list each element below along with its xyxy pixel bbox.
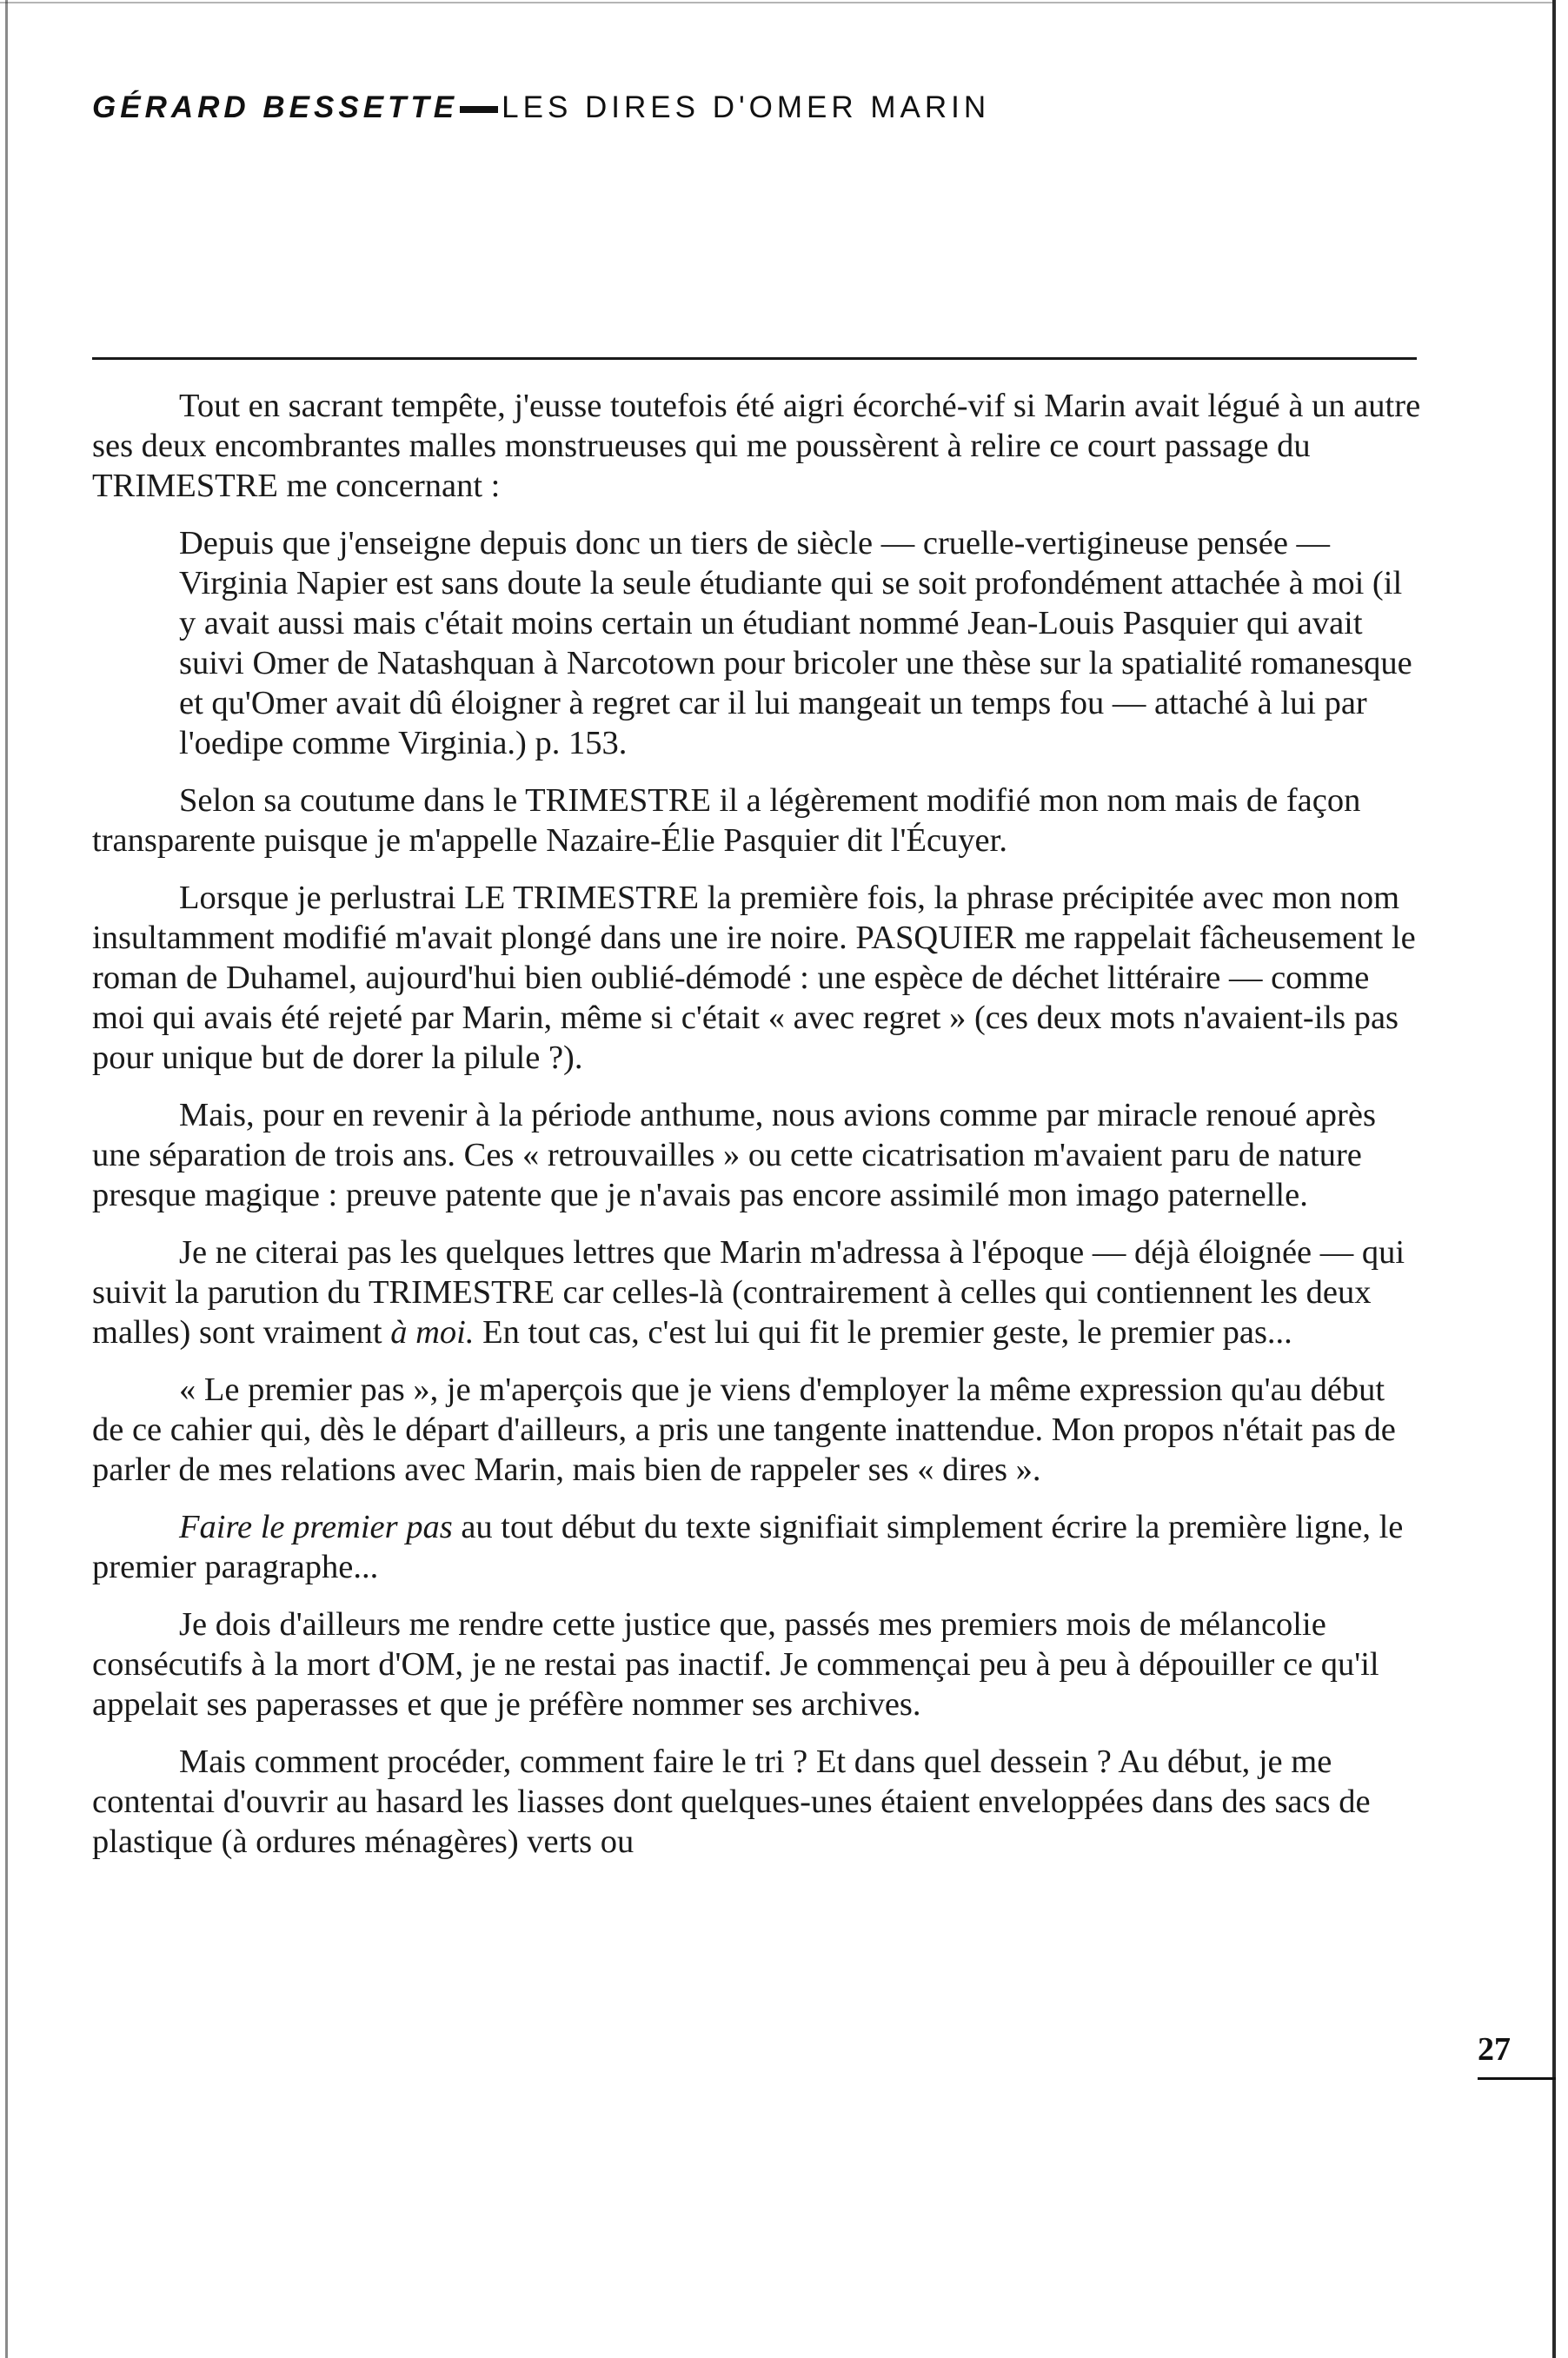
page-left-edge	[5, 0, 8, 2358]
paragraph	[92, 386, 1422, 506]
paragraph	[92, 1095, 1422, 1215]
paragraph	[92, 1507, 1422, 1587]
running-header	[92, 90, 1309, 125]
text-run: Selon sa coutume dans le TRIMESTRE il a légèrement modifié mon nom mais de façon transparente puisque je m'appelle Nazaire-Élie Pasquier dit l'Écuyer.	[92, 782, 1361, 859]
paragraph	[92, 1742, 1422, 1862]
page-right-edge	[1552, 0, 1556, 2358]
paragraph	[92, 1604, 1422, 1724]
text-run: Tout en sacrant tempête, j'eusse toutefois été aigri écorché-vif si Marin avait légué à un autre ses deux encombrantes malles monstrueuses qui me poussèrent à relire ce court passage du TRIMESTRE me concernant :	[92, 388, 1421, 504]
paragraph	[92, 1232, 1422, 1352]
header-rule	[92, 357, 1417, 360]
page-top-edge	[0, 2, 1556, 3]
block-quote	[179, 523, 1422, 763]
italic-text: Faire le premier pas	[179, 1509, 453, 1545]
paragraph	[92, 780, 1422, 860]
italic-text: à moi.	[390, 1314, 475, 1351]
page-number-rule	[1478, 2077, 1556, 2080]
text-run: En tout cas, c'est lui qui fit le premier geste, le premier pas...	[474, 1314, 1292, 1351]
text-run: Mais, pour en revenir à la période anthume, nous avions comme par miracle renoué après une séparation de trois ans. Ces « retrouvailles » ou cette cicatrisation m'avaient paru de nature presque magique : preuve patente que je n'avais pas encore assimilé mon imago paternelle.	[92, 1097, 1376, 1213]
text-run: Lorsque je perlustrai LE TRIMESTRE la première fois, la phrase précipitée avec mon nom insultamment modifié m'avait plongé dans une ire noire. PASQUIER me rappelait fâcheusement le roman de Duhamel, aujourd'hui bien oublié-démodé : une espèce de déchet littéraire — comme moi qui avais été rejeté par Marin, même si c'était « avec regret » (ces deux mots n'avaient-ils pas pour unique but de dorer la pilule ?).	[92, 880, 1416, 1076]
header-author: GÉRARD BESSETTE	[92, 90, 459, 124]
text-run: Depuis que j'enseigne depuis donc un tiers de siècle — cruelle-vertigineuse pensée — Virginia Napier est sans doute la seule étudiante qui se soit profondément attachée à moi (il y avait aussi mais c'était moins certain un étudiant nommé Jean-Louis Pasquier qui avait suivi Omer de Natashquan à Narcotown pour bricoler une thèse sur la spatialité romanesque et qu'Omer avait dû éloigner à regret car il lui mangeait un temps fou — attaché à lui par l'oedipe comme Virginia.) p. 153.	[179, 525, 1412, 761]
text-body	[92, 386, 1422, 1879]
header-title: LES DIRES D'OMER MARIN	[502, 90, 991, 124]
page-number: 27	[1478, 2031, 1511, 2068]
text-run: Je ne citerai pas les quelques lettres que Marin m'adressa à l'époque — déjà éloignée — qui suivit la parution du TRIMESTRE car celles-là (contrairement à celles qui contiennent les deux malles) sont vraiment	[92, 1234, 1405, 1351]
paragraph	[92, 878, 1422, 1078]
text-run: Mais comment procéder, comment faire le tri ? Et dans quel dessein ? Au début, je me contentai d'ouvrir au hasard les liasses dont quelques-unes étaient enveloppées dans des sacs de plastique (à ordures ménagères) verts ou	[92, 1744, 1371, 1860]
header-separator	[460, 106, 498, 113]
text-run: Je dois d'ailleurs me rendre cette justice que, passés mes premiers mois de mélancolie consécutifs à la mort d'OM, je ne restai pas inactif. Je commençai peu à peu à dépouiller ce qu'il appelait ses paperasses et que je préfère nommer ses archives.	[92, 1606, 1379, 1723]
text-run: « Le premier pas », je m'aperçois que je viens d'employer la même expression qu'au début de ce cahier qui, dès le départ d'ailleurs, a pris une tangente inattendue. Mon propos n'était pas de parler de mes relations avec Marin, mais bien de rappeler ses « dires ».	[92, 1372, 1396, 1488]
text-run: au tout début du texte signifiait simplement écrire la première ligne, le premier paragraphe...	[92, 1509, 1404, 1585]
paragraph	[92, 1370, 1422, 1490]
